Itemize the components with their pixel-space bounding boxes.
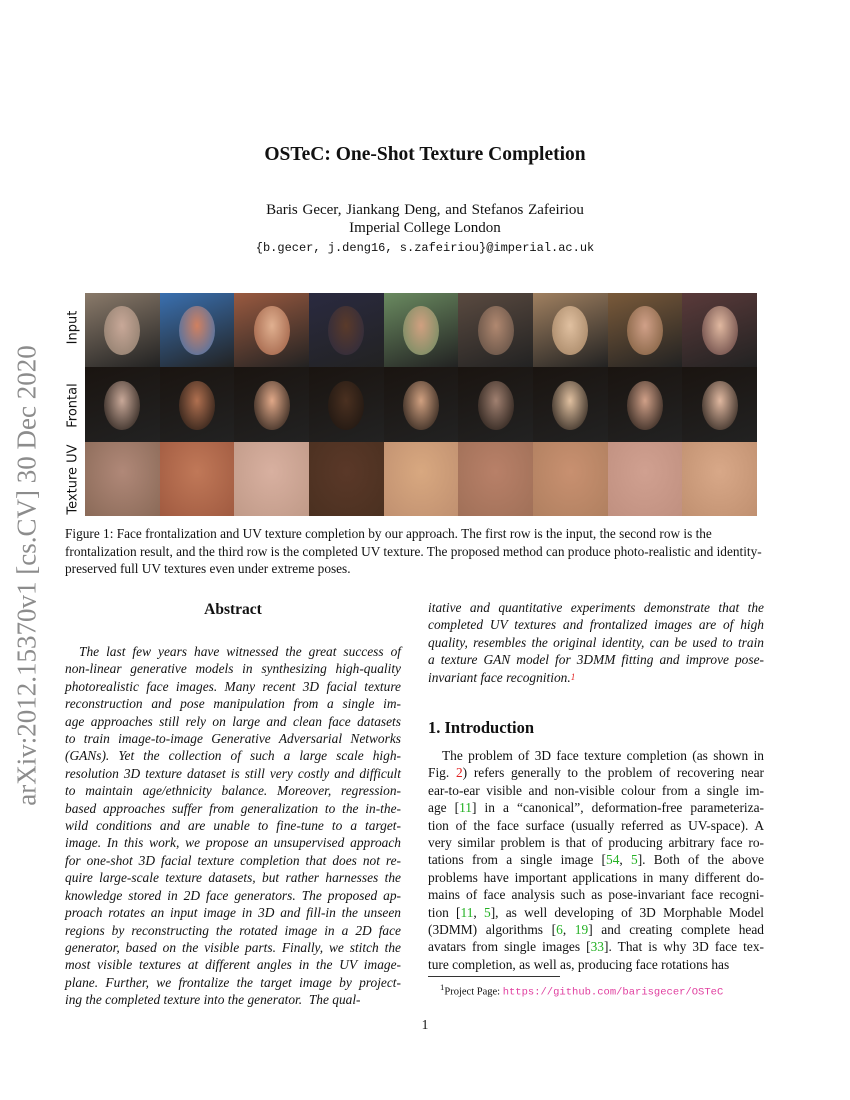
- page-number: 1: [421, 1017, 429, 1032]
- text-segment: to train image-to-image Generative Adversarial Networks: [65, 731, 401, 747]
- text-segment: very similar problem is that of producing arbitrary face ro-: [428, 835, 764, 851]
- author-emails: {b.gecer, j.deng16, s.zafeiriou}@imperial.ac.uk: [255, 241, 595, 255]
- text-segment: ] in a “canonical”, deformation-free parameteriza-: [472, 800, 764, 816]
- row-label-texture-uv: Texture UV: [65, 444, 81, 515]
- text-line: [65, 800, 401, 817]
- face-shape: [702, 381, 738, 430]
- face-image: [384, 367, 459, 441]
- text-segment: ,: [619, 852, 632, 868]
- face-image: [160, 293, 235, 367]
- text-segment: resolution 3D texture dataset is still very costly and difficult: [65, 765, 401, 781]
- text-segment: photorealistic face images. Many recent 3D facial texture: [65, 678, 401, 694]
- text-line: [428, 834, 764, 851]
- text-line: [428, 817, 764, 834]
- face-shape: [234, 442, 309, 516]
- face-image: [85, 367, 160, 441]
- citation[interactable]: 5: [484, 904, 491, 920]
- face-image: [458, 367, 533, 441]
- text-segment: completed UV textures and frontalized images are of high: [428, 617, 764, 633]
- text-line: [428, 747, 764, 764]
- text-line: [65, 991, 401, 1008]
- text-segment: generator, based on the visible parts. Finally, we stitch the: [65, 939, 401, 955]
- text-segment: ture completion, as well as, producing face rotations has: [428, 956, 730, 972]
- text-line: [428, 938, 764, 955]
- text-segment: itative and quantitative experiments demonstrate that the: [428, 600, 764, 615]
- row-label-input: Input: [65, 310, 81, 345]
- text-segment: based approaches suffer from generalization to the in-the-: [65, 800, 401, 816]
- text-segment: age [: [428, 800, 460, 816]
- abstract-heading: Abstract: [204, 601, 262, 618]
- text-segment: most visible textures at different angles in the UV image-: [65, 957, 401, 973]
- face-shape: [160, 442, 235, 516]
- abstract-body-continued: [428, 599, 764, 686]
- text-line: [65, 834, 401, 851]
- abstract-body: [65, 643, 401, 1009]
- text-line: [428, 851, 764, 868]
- citation[interactable]: 19: [574, 922, 589, 938]
- face-shape: [403, 381, 439, 430]
- face-image: [533, 442, 608, 516]
- text-segment: ]. That is why 3D face tex-: [604, 939, 764, 955]
- text-segment: tion [: [428, 904, 461, 920]
- text-line: [65, 695, 401, 712]
- face-shape: [702, 306, 738, 355]
- face-shape: [104, 381, 140, 430]
- face-shape: [627, 306, 663, 355]
- text-line: [65, 939, 401, 956]
- text-segment: ) refers generally to the problem of recovering near: [462, 765, 764, 781]
- face-image: [608, 293, 683, 367]
- face-shape: [384, 442, 459, 516]
- face-image: [234, 367, 309, 441]
- face-shape: [403, 306, 439, 355]
- text-segment: mains of face analysis such as pose-invariant face recogni-: [428, 887, 764, 903]
- text-line: [428, 599, 764, 616]
- text-segment: ing the completed texture into the generator. The qual-: [65, 992, 361, 1008]
- face-image: [458, 442, 533, 516]
- text-segment: tations from a single image [: [428, 852, 607, 868]
- face-image: [682, 293, 757, 367]
- introduction-body: [428, 747, 764, 973]
- face-image: [458, 293, 533, 367]
- text-segment: ]. Both of the above: [637, 852, 764, 868]
- face-shape: [533, 442, 608, 516]
- text-segment: problems have important applications in many different do-: [428, 869, 764, 885]
- text-segment: The last few years have witnessed the great success of: [79, 644, 401, 659]
- text-segment: tion of the face surface (usually referred as UV-space). A: [428, 817, 764, 833]
- citation[interactable]: 33: [590, 939, 604, 955]
- text-line: [428, 886, 764, 903]
- text-line: [65, 660, 401, 677]
- project-page-link[interactable]: https://github.com/barisgecer/OSTeC: [502, 986, 724, 999]
- row-label-frontal: Frontal: [65, 383, 81, 428]
- authors: Baris Gecer, Jiankang Deng, and Stefanos Zafeiriou: [266, 202, 584, 218]
- face-image: [234, 442, 309, 516]
- text-segment: ,: [562, 922, 575, 938]
- face-image: [309, 442, 384, 516]
- text-line: [65, 887, 401, 904]
- text-line: [65, 974, 401, 991]
- text-line: [428, 634, 764, 651]
- text-line: [428, 956, 764, 973]
- face-image: [85, 293, 160, 367]
- face-shape: [104, 306, 140, 355]
- face-image: [309, 293, 384, 367]
- face-image: [533, 293, 608, 367]
- text-segment: (GANs). Yet the collection of such a large scale high-: [65, 748, 401, 764]
- paper-title: OSTeC: One-Shot Texture Completion: [264, 144, 586, 165]
- text-line: [65, 852, 401, 869]
- text-line: [428, 799, 764, 816]
- text-line: [428, 869, 764, 886]
- text-segment: ], as well developing of 3D Morphable Model: [490, 904, 764, 920]
- text-segment: invariant face recognition.: [428, 669, 571, 685]
- text-line: [65, 904, 401, 921]
- face-image: [608, 367, 683, 441]
- text-segment: quire large-scale texture datasets, but rather harnesses the: [65, 870, 401, 886]
- text-line: [65, 869, 401, 886]
- citation[interactable]: 11: [459, 800, 473, 816]
- face-shape: [458, 442, 533, 516]
- figure-caption: Figure 1: Face frontalization and UV texture completion by our approach. The first row is the input, the second row is the frontalization result, and the third row is the completed UV texture. The proposed method can produce photo-realistic and identity-preserved full UV textures even under extreme poses.: [65, 526, 762, 576]
- text-segment: to maintain age/ethnicity balance. Moreover, regression-: [65, 783, 401, 799]
- footnote: [440, 982, 723, 999]
- text-segment: ] and creating complete head: [588, 922, 764, 938]
- text-line: [65, 713, 401, 730]
- face-shape: [552, 381, 588, 430]
- text-line: [428, 616, 764, 633]
- face-shape: [682, 442, 757, 516]
- face-shape: [179, 381, 215, 430]
- text-line: [428, 669, 764, 686]
- citation[interactable]: 54: [606, 852, 620, 868]
- footnote-rule: [428, 976, 560, 977]
- face-shape: [328, 306, 364, 355]
- face-shape: [552, 306, 588, 355]
- text-line: [65, 782, 401, 799]
- text-segment: age approaches still rely on large and clean face datasets: [65, 713, 401, 729]
- face-image: [234, 293, 309, 367]
- arxiv-stamp: arXiv:2012.15370v1 [cs.CV] 30 Dec 2020: [11, 345, 42, 806]
- citation[interactable]: 5: [631, 852, 638, 868]
- citation[interactable]: 11: [460, 904, 474, 920]
- text-segment: (3DMM) algorithms [: [428, 922, 557, 938]
- text-segment: quality, resembles the original identity, can be used to train: [428, 634, 764, 650]
- text-line: [65, 747, 401, 764]
- text-segment: for one-shot 3D facial texture completion that does not re-: [65, 852, 401, 868]
- citation[interactable]: 2: [455, 765, 463, 781]
- text-line: [428, 764, 764, 781]
- text-segment: image. In this work, we propose an unsupervised approach: [65, 835, 401, 851]
- text-segment: plane. Further, we frontalize the target image by project-: [65, 974, 401, 990]
- text-line: [428, 782, 764, 799]
- citation[interactable]: 1: [570, 671, 576, 682]
- text-line: [428, 904, 764, 921]
- face-shape: [85, 442, 160, 516]
- citation[interactable]: 6: [556, 922, 563, 938]
- text-line: [65, 817, 401, 834]
- text-segment: ,: [473, 904, 484, 920]
- text-segment: wild conditions and are unable to fine-tune to a target-: [65, 818, 401, 834]
- affiliation: Imperial College London: [349, 220, 501, 236]
- face-image: [682, 442, 757, 516]
- face-image: [85, 442, 160, 516]
- text-segment: non-linear generative models in synthesizing high-quality: [65, 661, 401, 677]
- face-shape: [179, 306, 215, 355]
- footnote-mark: 1: [440, 982, 445, 992]
- text-line: [65, 765, 401, 782]
- text-segment: Fig.: [428, 765, 456, 781]
- face-shape: [478, 306, 514, 355]
- text-segment: avatars from single images [: [428, 939, 591, 955]
- face-shape: [478, 381, 514, 430]
- face-shape: [254, 381, 290, 430]
- text-segment: The problem of 3D face texture completion (as shown in: [442, 748, 764, 763]
- text-segment: knowledge stored in 2D face generators. The proposed ap-: [65, 887, 401, 903]
- text-line: [65, 956, 401, 973]
- face-image: [160, 367, 235, 441]
- figure-face-grid: [85, 293, 757, 516]
- text-segment: ear-to-ear visible and non-visible colour from a single im-: [428, 782, 764, 798]
- face-shape: [627, 381, 663, 430]
- text-segment: reconstruction and pose manipulation from a single im-: [65, 696, 401, 712]
- face-shape: [328, 381, 364, 430]
- face-image: [160, 442, 235, 516]
- face-image: [384, 293, 459, 367]
- face-image: [608, 442, 683, 516]
- face-shape: [309, 442, 384, 516]
- text-line: [65, 678, 401, 695]
- face-shape: [254, 306, 290, 355]
- face-image: [309, 367, 384, 441]
- introduction-heading: 1. Introduction: [428, 718, 535, 737]
- text-line: [428, 651, 764, 668]
- face-image: [533, 367, 608, 441]
- text-line: [65, 730, 401, 747]
- face-image: [384, 442, 459, 516]
- text-segment: proach rotates an input image in 3D and fill-in the unseen: [65, 905, 401, 921]
- text-segment: regions by reconstructing the rotated image in a 2D face: [65, 922, 401, 938]
- text-line: [428, 921, 764, 938]
- text-line: [65, 643, 401, 660]
- text-segment: a texture GAN model for 3DMM fitting and improve pose-: [428, 652, 764, 668]
- text-line: [65, 922, 401, 939]
- face-image: [682, 367, 757, 441]
- face-shape: [608, 442, 683, 516]
- footnote-label: Project Page:: [444, 986, 503, 998]
